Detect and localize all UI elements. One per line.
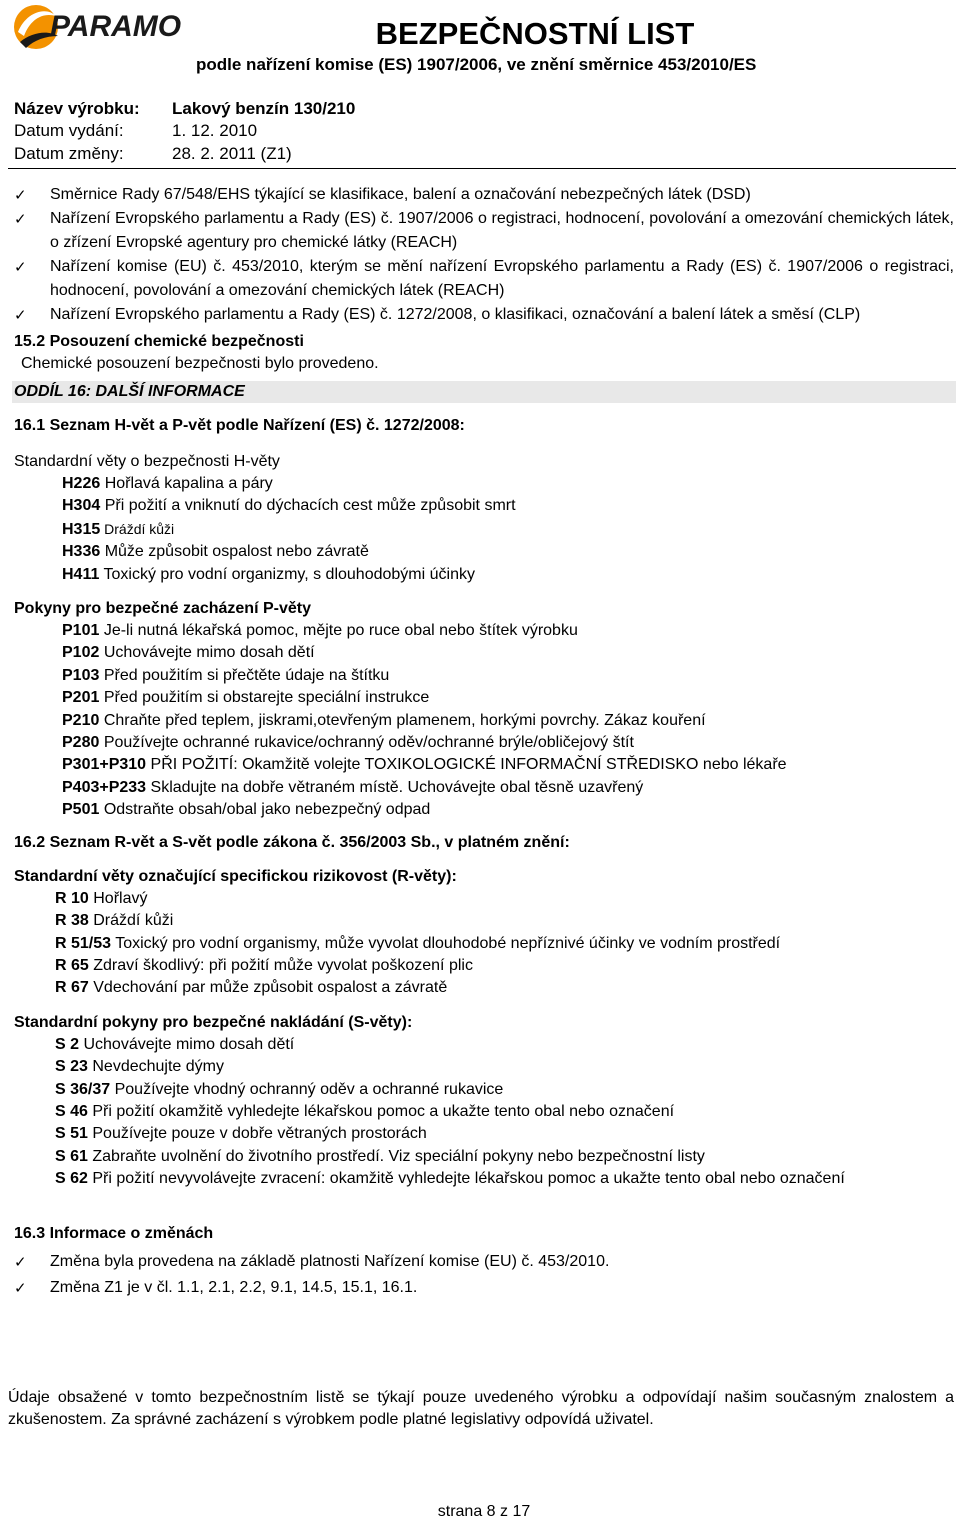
r-code: R 67	[55, 979, 89, 997]
change-date-value: 28. 2. 2011 (Z1)	[172, 144, 292, 163]
p-text: Před použitím si přečtěte údaje na štítku	[99, 666, 390, 684]
h-phrase	[62, 564, 954, 586]
p-text: Před použitím si obstarejte speciální instrukce	[99, 689, 430, 707]
h-phrases-list	[14, 473, 954, 586]
h-code: H315	[62, 520, 101, 538]
p-phrase	[62, 732, 954, 754]
checkmark-icon: ✓	[14, 1252, 27, 1271]
disclaimer-text: Údaje obsažené v tomto bezpečnostním listě se týkají pouze uvedeného výrobku a odpovídají našim současným znalostem a zkušenostem. Za správné zacházení s výrobkem podle platné legislativy odpovídá uživatel.	[8, 1389, 954, 1428]
p-code: P103	[62, 666, 100, 684]
s-text: Používejte vhodný ochranný oděv a ochranné rukavice	[110, 1080, 504, 1098]
regulation-text: Nařízení komise (EU) č. 453/2010, kterým se mění nařízení Evropského parlamentu a Rady (ES) č. 1907/2006 o registraci, hodnocení, povolování a omezování chemických látek (REACH)	[50, 258, 954, 299]
regulation-text: Nařízení Evropského parlamentu a Rady (ES) č. 1907/2006 o registraci, hodnocení, povolování a omezování chemických látek, o zřízení Evropské agentury pro chemické látky (REACH)	[50, 210, 954, 251]
s-text: Používejte pouze v dobře větraných prostorách	[87, 1125, 427, 1143]
document-body	[14, 183, 954, 1301]
h-phrases-heading: Standardní věty o bezpečnosti H-věty	[14, 453, 280, 470]
p-phrase	[62, 620, 954, 642]
p-text: Uchovávejte mimo dosah dětí	[99, 644, 315, 662]
p-text: Chraňte před teplem, jiskrami,otevřeným plamenem, horkými povrchy. Zákaz kouření	[99, 711, 706, 729]
s-phrase	[55, 1123, 954, 1145]
h-text: Dráždí kůži	[100, 520, 175, 537]
change-item	[14, 1275, 954, 1301]
p-code: P301+P310	[62, 756, 147, 774]
checkmark-icon: ✓	[14, 1278, 27, 1297]
s-code: S 51	[55, 1125, 88, 1143]
h-text: Při požití a vniknutí do dýchacích cest může způsobit smrt	[100, 497, 516, 515]
s-text: Při požití nevyvolávejte zvracení: okamžitě vyhledejte lékařskou pomoc a ukažte tento obal nebo označení	[87, 1170, 845, 1188]
p-phrase	[62, 710, 954, 732]
p-code: P102	[62, 644, 100, 662]
change-list	[14, 1249, 954, 1301]
section-15-2-heading: 15.2 Posouzení chemické bezpečnosti	[14, 333, 304, 350]
regulation-text: Nařízení Evropského parlamentu a Rady (ES) č. 1272/2008, o klasifikaci, označování a balení látek a směsí (CLP)	[50, 306, 861, 323]
s-phrases-list	[14, 1034, 954, 1191]
s-phrase	[55, 1056, 954, 1078]
checkmark-icon: ✓	[14, 186, 27, 204]
p-phrases-list	[14, 620, 954, 822]
issue-date-label: Datum vydání:	[14, 121, 124, 140]
r-phrases-list	[14, 888, 954, 1000]
p-text: Používejte ochranné rukavice/ochranný oděv/ochranné brýle/obličejový štít	[99, 734, 634, 752]
regulation-item	[14, 183, 954, 207]
r-phrase	[55, 977, 954, 999]
regulation-item	[14, 303, 954, 327]
p-text: Odstraňte obsah/obal jako nebezpečný odpad	[99, 801, 431, 819]
h-phrase	[62, 473, 954, 495]
header-divider	[8, 168, 956, 169]
h-code: H336	[62, 543, 101, 561]
r-text: Dráždí kůži	[88, 912, 174, 930]
p-phrase	[62, 777, 954, 799]
h-text: Hořlavá kapalina a páry	[100, 475, 273, 492]
change-text: Změna Z1 je v čl. 1.1, 2.1, 2.2, 9.1, 14.5, 15.1, 16.1.	[50, 1278, 418, 1296]
change-date-row	[14, 143, 292, 165]
issue-date-row	[14, 120, 257, 142]
s-text: Při požití okamžitě vyhledejte lékařskou pomoc a ukažte tento obal nebo označení	[87, 1102, 675, 1120]
p-code: P403+P233	[62, 778, 147, 796]
p-code: P101	[62, 622, 100, 640]
s-text: Nevdechujte dýmy	[87, 1058, 224, 1076]
document-subtitle: podle nařízení komise (ES) 1907/2006, ve znění směrnice 453/2010/ES	[196, 55, 757, 74]
h-code: H226	[62, 475, 101, 492]
p-phrase	[62, 799, 954, 821]
r-code: R 51/53	[55, 934, 112, 952]
s-code: S 62	[55, 1170, 88, 1188]
section-16-2-heading-suffix: , v platném znění:	[435, 833, 570, 851]
checkmark-icon: ✓	[14, 258, 27, 276]
s-code: S 2	[55, 1035, 80, 1053]
s-code: S 46	[55, 1102, 88, 1120]
issue-date-value: 1. 12. 2010	[172, 121, 258, 140]
s-code: S 61	[55, 1147, 88, 1165]
p-phrases-heading: Pokyny pro bezpečné zacházení P-věty	[14, 600, 311, 618]
s-text: Uchovávejte mimo dosah dětí	[79, 1035, 295, 1053]
product-name-label: Název výrobku:	[14, 99, 140, 118]
r-text: Zdraví škodlivý: při požití může vyvolat poškození plic	[88, 956, 473, 974]
page-number: strana 8 z 17	[437, 1503, 531, 1520]
section-16-3-heading: 16.3 Informace o změnách	[14, 1224, 214, 1242]
r-phrase	[55, 888, 954, 910]
r-code: R 10	[55, 889, 89, 907]
h-code: H304	[62, 497, 101, 515]
p-code: P201	[62, 689, 100, 707]
s-phrase	[55, 1079, 954, 1101]
h-text: Toxický pro vodní organizmy, s dlouhodobými účinky	[99, 565, 475, 583]
s-text: Zabraňte uvolnění do životního prostředí. Viz speciální pokyny nebo bezpečnostní listy	[87, 1147, 705, 1165]
paramo-logo	[12, 2, 202, 52]
p-text: Skladujte na dobře větraném místě. Uchovávejte obal těsně uzavřený	[146, 778, 644, 796]
regulation-text: Směrnice Rady 67/548/EHS týkající se klasifikace, balení a označování nebezpečných látek (DSD)	[50, 186, 751, 203]
p-code: P280	[62, 734, 100, 752]
p-phrase	[62, 687, 954, 709]
section-16-1-heading: 16.1 Seznam H-vět a P-vět podle Nařízení (ES) č. 1272/2008:	[14, 417, 465, 434]
s-phrase	[55, 1034, 954, 1056]
r-phrase	[55, 933, 954, 955]
p-text: Je-li nutná lékařská pomoc, mějte po ruce obal nebo štítek výrobku	[99, 622, 578, 640]
p-phrase	[62, 665, 954, 687]
checkmark-icon: ✓	[14, 210, 27, 228]
r-text: Hořlavý	[88, 889, 148, 907]
logo-wordmark: PARAMO	[50, 10, 182, 43]
h-text: Může způsobit ospalost nebo závratě	[100, 543, 369, 561]
p-code: P210	[62, 711, 100, 729]
s-code: S 36/37	[55, 1080, 111, 1098]
s-phrase	[55, 1168, 954, 1190]
section-16-title-bar	[12, 381, 956, 403]
r-code: R 65	[55, 956, 89, 974]
h-phrase	[62, 518, 954, 541]
r-code: R 38	[55, 912, 89, 930]
p-text: PŘI POŽITÍ: Okamžitě volejte TOXIKOLOGICKÉ INFORMAČNÍ STŘEDISKO nebo lékaře	[146, 756, 787, 774]
p-phrase	[62, 642, 954, 664]
r-text: Toxický pro vodní organismy, může vyvolat dlouhodobé nepříznivé účinky ve vodním prostředí	[111, 934, 781, 952]
change-date-label: Datum změny:	[14, 144, 124, 163]
section-16-title: ODDÍL 16: DALŠÍ INFORMACE	[14, 383, 245, 400]
change-text: Změna byla provedena na základě platnosti Nařízení komise (EU) č. 453/2010.	[50, 1252, 610, 1270]
s-code: S 23	[55, 1058, 88, 1076]
section-16-2-heading	[14, 832, 954, 854]
section-15-2-text: Chemické posouzení bezpečnosti bylo provedeno.	[21, 355, 379, 372]
s-phrase	[55, 1146, 954, 1168]
regulation-item	[14, 207, 954, 255]
product-name-row	[14, 98, 355, 120]
r-phrase	[55, 910, 954, 932]
change-item	[14, 1249, 954, 1275]
document-title: BEZPEČNOSTNÍ LIST	[375, 16, 695, 51]
p-code: P501	[62, 801, 100, 819]
regulation-item	[14, 255, 954, 303]
regulation-list	[14, 183, 954, 327]
r-text: Vdechování par může způsobit ospalost a závratě	[88, 979, 448, 997]
r-phrases-heading: Standardní věty označující specifickou rizikovost (R-věty):	[14, 867, 457, 885]
h-phrase	[62, 541, 954, 563]
h-code: H411	[62, 565, 100, 583]
checkmark-icon: ✓	[14, 306, 27, 324]
r-phrase	[55, 955, 954, 977]
h-phrase	[62, 495, 954, 517]
s-phrases-heading: Standardní pokyny pro bezpečné nakládání (S-věty):	[14, 1013, 413, 1031]
section-16-2-heading-main: 16.2 Seznam R-vět a S-vět podle zákona č. 356/2003 Sb.	[14, 833, 436, 851]
s-phrase	[55, 1101, 954, 1123]
p-phrase	[62, 754, 954, 776]
product-name-value: Lakový benzín 130/210	[172, 99, 356, 118]
